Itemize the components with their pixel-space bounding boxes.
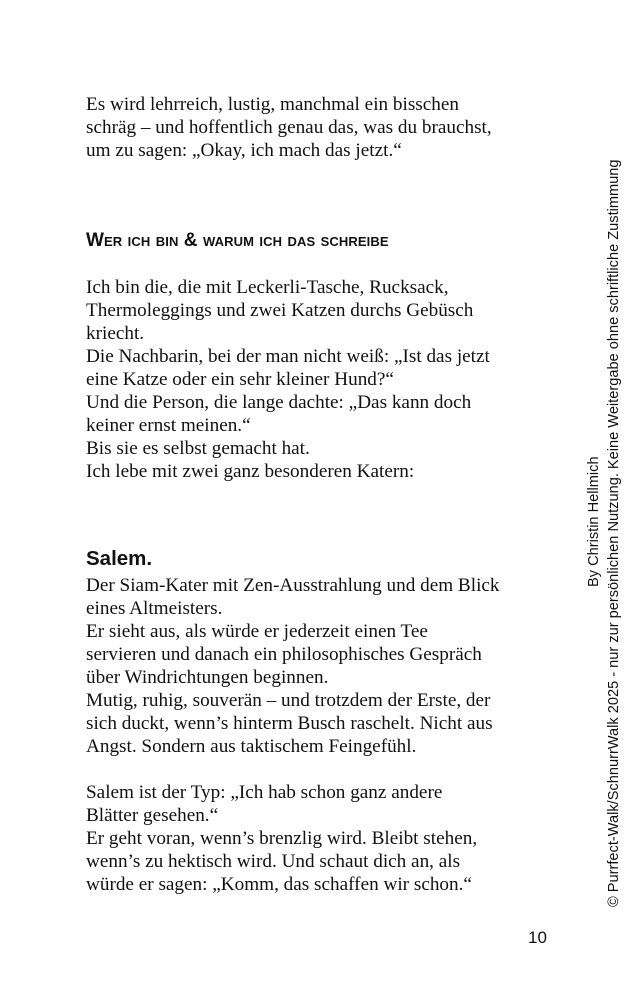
salem-line: sich duckt, wenn’s hinterm Busch raschelt. Nicht aus [86, 713, 493, 734]
salem-line: Blätter gesehen.“ [86, 805, 219, 826]
about-line: Ich lebe mit zwei ganz besonderen Katern: [86, 461, 415, 482]
intro-paragraph [86, 93, 564, 162]
about-line: Thermoleggings und zwei Katzen durchs Gebüsch [86, 300, 474, 321]
salem-line: servieren und danach ein philosophisches Gespräch [86, 644, 482, 665]
salem-line: Der Siam-Kater mit Zen-Ausstrahlung und dem Blick [86, 575, 500, 596]
about-line: Bis sie es selbst gemacht hat. [86, 438, 310, 459]
copyright-notice: © Purrfect-Walk/SchnurrWalk 2025 - nur zur persönlichen Nutzung. Keine Weitergabe ohne schriftliche Zustimmung [606, 159, 622, 907]
about-line: keiner ernst meinen.“ [86, 415, 251, 436]
salem-line: wenn’s zu hektisch wird. Und schaut dich an, als [86, 851, 461, 872]
section-heading: Wer ich bin & warum ich das schreibe [86, 230, 389, 251]
author-credit: By Christin Hellmich [586, 456, 602, 587]
salem-line: Mutig, ruhig, souverän – und trotzdem der Erste, der [86, 690, 491, 711]
intro-line: um zu sagen: „Okay, ich mach das jetzt.“ [86, 140, 402, 161]
page-number: 10 [528, 928, 547, 947]
salem-line: über Windrichtungen beginnen. [86, 667, 329, 688]
about-paragraph [86, 276, 564, 483]
intro-line: schräg – und hoffentlich genau das, was du brauchst, [86, 117, 492, 138]
salem-heading: Salem. [86, 547, 153, 570]
salem-line: eines Altmeisters. [86, 598, 223, 619]
salem-line: würde er sagen: „Komm, das schaffen wir schon.“ [86, 874, 472, 895]
salem-line: Angst. Sondern aus taktischem Feingefühl. [86, 736, 417, 757]
salem-paragraph [86, 574, 564, 758]
intro-line: Es wird lehrreich, lustig, manchmal ein bisschen [86, 94, 459, 115]
about-line: kriecht. [86, 323, 145, 344]
about-line: Ich bin die, die mit Leckerli-Tasche, Rucksack, [86, 277, 449, 298]
about-line: Die Nachbarin, bei der man nicht weiß: „Ist das jetzt [86, 346, 490, 367]
about-line: eine Katze oder ein sehr kleiner Hund?“ [86, 369, 394, 390]
salem-line: Er sieht aus, als würde er jederzeit einen Tee [86, 621, 428, 642]
salem-line: Salem ist der Typ: „Ich hab schon ganz andere [86, 782, 443, 803]
salem-line: Er geht voran, wenn’s brenzlig wird. Bleibt stehen, [86, 828, 478, 849]
salem-paragraph-2 [86, 781, 564, 896]
about-line: Und die Person, die lange dachte: „Das kann doch [86, 392, 472, 413]
